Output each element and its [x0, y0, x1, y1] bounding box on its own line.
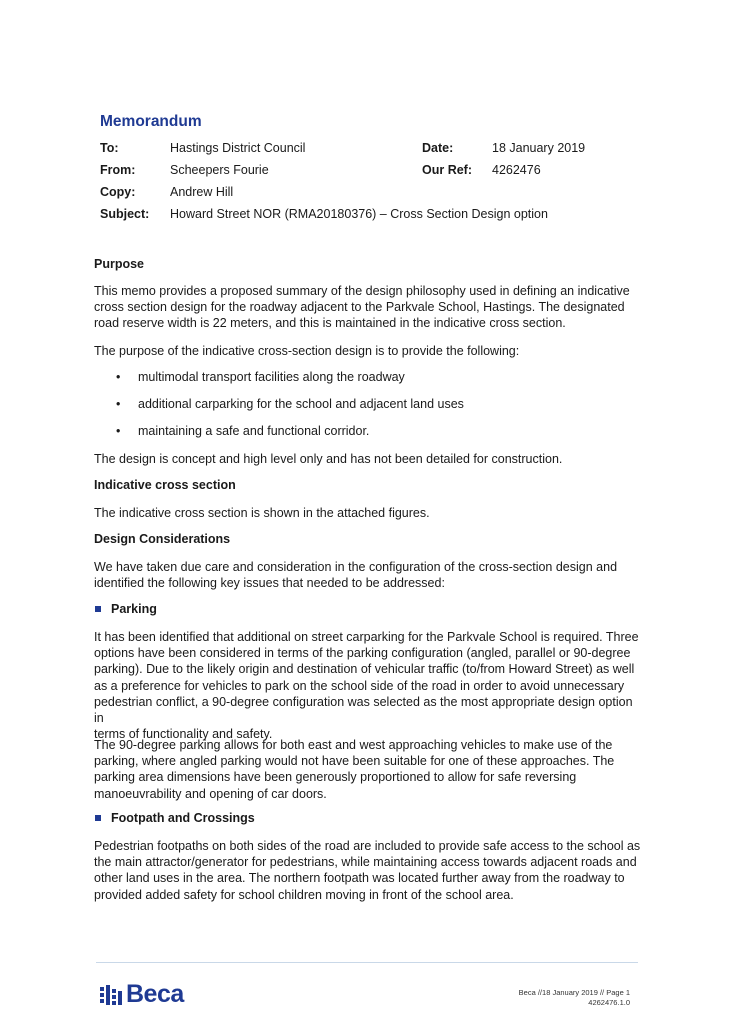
- ref-label: Our Ref:: [422, 163, 472, 177]
- footpath-paragraph: [94, 838, 642, 903]
- ref-value: 4262476: [492, 163, 541, 177]
- from-value: Scheepers Fourie: [170, 163, 269, 177]
- text-line: Pedestrian footpaths on both sides of the road are included to provide safe access to the school as: [94, 839, 641, 853]
- footer-page-info: Beca //18 January 2019 // Page 1: [518, 988, 630, 997]
- text-line: parking). Due to the likely origin and destination of vehicular traffic (to/from Howard Street) as well: [94, 662, 635, 677]
- to-value: Hastings District Council: [170, 141, 306, 155]
- text-line: provided added safety for school children moving in front of the school area.: [94, 887, 514, 902]
- footer-divider: [96, 962, 638, 963]
- text-line: parking, where angled parking would not have been suitable for one of these approaches. The: [94, 754, 615, 769]
- square-bullet-icon: [95, 815, 101, 821]
- purpose-intro: The purpose of the indicative cross-section design is to provide the following:: [94, 344, 520, 358]
- text-line: cross section design for the roadway adjacent to the Parkvale School, Hastings. The designated: [94, 300, 625, 315]
- text-line: This memo provides a proposed summary of the design philosophy used in defining an indicative: [94, 284, 630, 298]
- text-line: the main attractor/generator for pedestrians, while maintaining access towards adjacent roads and: [94, 855, 637, 870]
- text-line: pedestrian conflict, a 90-degree configuration was selected as the most appropriate design option in: [94, 694, 633, 726]
- purpose-paragraph: [94, 283, 642, 332]
- text-line: parking area dimensions have been generously proportioned to allow for safe reversing: [94, 770, 577, 785]
- purpose-heading: Purpose: [94, 257, 145, 271]
- date-value: 18 January 2019: [492, 141, 586, 155]
- copy-label: Copy:: [100, 185, 136, 199]
- text-line: identified the following key issues that needed to be addressed:: [94, 576, 445, 591]
- bullet-marker: •: [116, 424, 121, 438]
- to-label: To:: [100, 141, 119, 155]
- text-line: other land uses in the area. The northern footpath was located further away from the roadway to: [94, 871, 625, 886]
- subject-value: Howard Street NOR (RMA20180376) – Cross Section Design option: [170, 207, 548, 221]
- text-line: The 90-degree parking allows for both east and west approaching vehicles to make use of the: [94, 738, 613, 752]
- concept-note: The design is concept and high level only and has not been detailed for construction.: [94, 452, 563, 466]
- text-line: road reserve width is 22 meters, and this is maintained in the indicative cross section.: [94, 316, 566, 331]
- date-label: Date:: [422, 141, 454, 155]
- design-paragraph: [94, 559, 642, 591]
- text-line: options have been considered in terms of the parking configuration (angled, parallel or 90-degree: [94, 646, 631, 661]
- text-line: It has been identified that additional on street carparking for the Parkvale School is required. Three: [94, 630, 639, 644]
- text-line: as a preference for vehicles to park on the school side of the road in order to avoid unnecessary: [94, 678, 625, 693]
- beca-logo-text: Beca: [126, 980, 184, 1008]
- subject-label: Subject:: [100, 207, 150, 221]
- parking-paragraph-2: [94, 737, 642, 802]
- memo-title: Memorandum: [100, 113, 202, 130]
- parking-paragraph-1: [94, 629, 642, 742]
- bullet-item: multimodal transport facilities along the roadway: [138, 370, 405, 384]
- beca-logo-icon: [100, 985, 124, 1007]
- cross-section-heading: Indicative cross section: [94, 478, 236, 492]
- text-line: terms of functionality and safety.: [94, 727, 273, 742]
- parking-heading: Parking: [111, 602, 157, 616]
- from-label: From:: [100, 163, 136, 177]
- bullet-item: maintaining a safe and functional corridor.: [138, 424, 370, 438]
- copy-value: Andrew Hill: [170, 185, 234, 199]
- design-heading: Design Considerations: [94, 532, 231, 546]
- text-line: We have taken due care and consideration in the configuration of the cross-section design and: [94, 560, 618, 574]
- footpath-heading: Footpath and Crossings: [111, 811, 255, 825]
- bullet-marker: •: [116, 397, 121, 411]
- square-bullet-icon: [95, 606, 101, 612]
- text-line: manoeuvrability and opening of car doors.: [94, 786, 327, 801]
- cross-section-text: The indicative cross section is shown in the attached figures.: [94, 506, 430, 520]
- footer-doc-ref: 4262476.1.0: [588, 998, 630, 1007]
- bullet-item: additional carparking for the school and adjacent land uses: [138, 397, 464, 411]
- bullet-marker: •: [116, 370, 121, 384]
